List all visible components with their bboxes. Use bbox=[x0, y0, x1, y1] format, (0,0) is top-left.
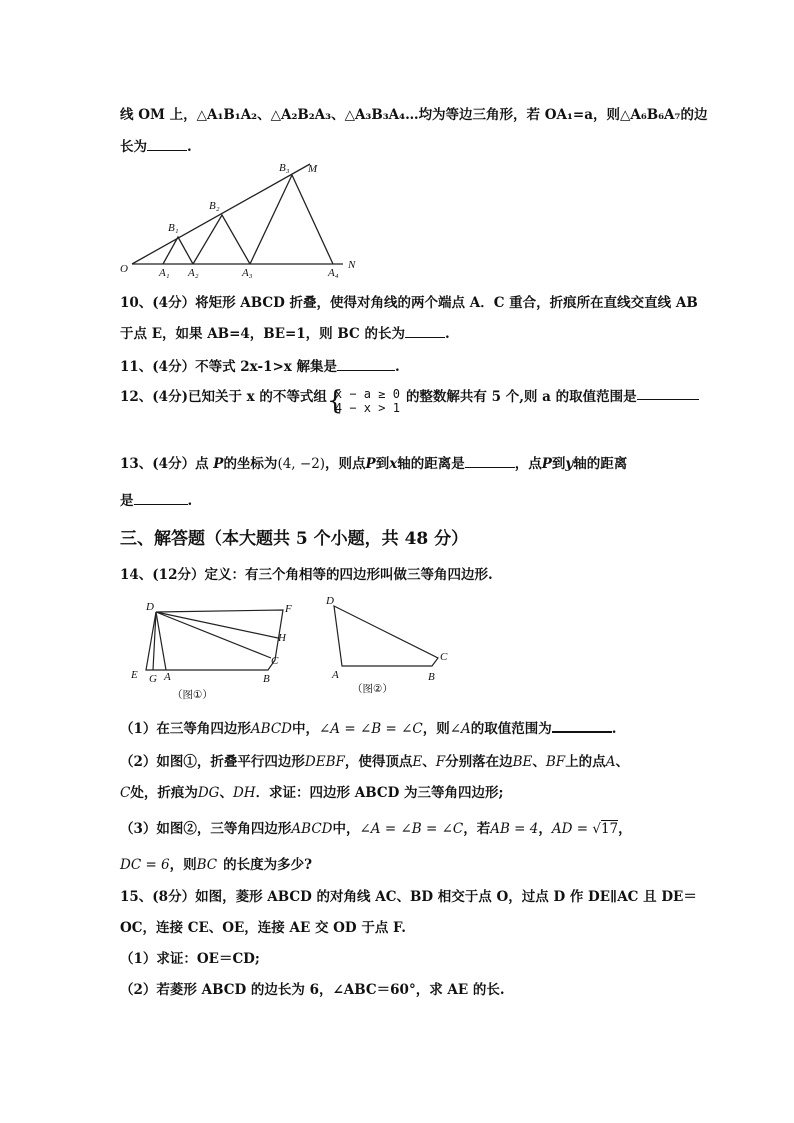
q14-text: （2）如图①，折叠平行四边形 bbox=[120, 754, 305, 770]
label-A3: A₃ bbox=[242, 267, 253, 279]
label-A: A bbox=[164, 671, 171, 683]
q14-period: . bbox=[611, 721, 617, 737]
section-3-title: 三、解答题（本大题共 5 个小题，共 48 分） bbox=[120, 529, 469, 549]
q14-part-3-line-2 bbox=[120, 853, 312, 873]
q14-text: ，则 bbox=[169, 857, 197, 873]
q9-triangle-1: △A₁B₁A₂ bbox=[196, 107, 258, 123]
q13-text: ，点 bbox=[514, 456, 542, 472]
q12-text-post: 的整数解共有 5 个,则 a 的取值范围是 bbox=[405, 389, 637, 405]
q14-part-2-line-1 bbox=[120, 750, 629, 770]
q14-math: DG bbox=[197, 785, 220, 801]
q12-answer-blank[interactable] bbox=[637, 385, 699, 400]
q13-y: y bbox=[565, 456, 574, 472]
label-N: N bbox=[348, 259, 356, 271]
q14-text: ， bbox=[538, 821, 552, 837]
q13-x: x bbox=[389, 456, 398, 472]
q12-inequality-1: x − a ≥ 0 bbox=[334, 387, 400, 401]
q14-math: DEBF bbox=[304, 754, 345, 770]
q9-line-2 bbox=[120, 135, 192, 155]
line-AC-dummy bbox=[166, 658, 271, 670]
q15-line-1: 15、(8分）如图，菱形 ABCD 的对角线 AC、BD 相交于点 O，过点 D 作 DE∥AC 且 DE＝ bbox=[120, 889, 697, 905]
label-A1: A₁ bbox=[159, 267, 170, 279]
q14-text: ，若 bbox=[463, 821, 491, 837]
q14-answer-blank[interactable] bbox=[552, 717, 612, 733]
q9-triangle-2: △A₂B₂A₃ bbox=[270, 107, 332, 123]
q13-text: 轴的距离 bbox=[573, 456, 628, 472]
q9-text-mid: …均为等边三角形，若 OA₁=a，则 bbox=[405, 107, 620, 123]
q15-line-2: OC，连接 CE、OE，连接 AE 交 OD 于点 F. bbox=[120, 920, 406, 936]
q13-answer-blank-1[interactable] bbox=[465, 453, 515, 468]
q14-text: 上的点 bbox=[565, 754, 606, 770]
line-DH bbox=[156, 612, 278, 638]
q13-answer-blank-2[interactable] bbox=[134, 490, 188, 505]
q12-text: 12、(4分)已知关于 x 的不等式组 bbox=[120, 389, 327, 405]
q9-answer-blank[interactable] bbox=[147, 136, 187, 151]
label-B2: B₂ bbox=[209, 200, 220, 212]
q14-text: ， bbox=[618, 821, 632, 837]
q14-part-3-line-1 bbox=[120, 817, 632, 837]
label-M: M bbox=[308, 163, 318, 175]
label-A: A bbox=[332, 669, 339, 681]
label-G: G bbox=[149, 673, 157, 685]
q14-text: （3）如图②，三等角四边形 bbox=[120, 821, 292, 837]
q14-part-1 bbox=[120, 717, 616, 737]
q14-text: 、 bbox=[615, 754, 629, 770]
q13-text: 轴的距离是 bbox=[397, 456, 465, 472]
label-B: B bbox=[428, 671, 435, 683]
q14-text: 的取值范围为 bbox=[470, 721, 552, 737]
q9-period: . bbox=[187, 139, 192, 155]
label-C: C bbox=[440, 651, 448, 663]
triangle-2 bbox=[193, 215, 250, 264]
q13-point: P bbox=[541, 456, 552, 472]
q11-answer-blank[interactable] bbox=[337, 356, 395, 371]
q11-text: 11、(4分）不等式 2x-1>x 解集是 bbox=[120, 359, 338, 375]
q14-text: 、 bbox=[422, 754, 436, 770]
q14-text: 、 bbox=[532, 754, 546, 770]
q11-line bbox=[120, 355, 400, 375]
q13-text: 到 bbox=[551, 456, 566, 472]
q15-part-2: （2）若菱形 ABCD 的边长为 6，∠ABC＝60°，求 AE 的长. bbox=[120, 982, 505, 998]
q10-answer-blank[interactable] bbox=[405, 323, 445, 338]
q14-math: ∠A = ∠B = ∠C bbox=[318, 721, 423, 737]
q10-period: . bbox=[445, 326, 450, 342]
q14-math: ∠A bbox=[449, 721, 471, 737]
q10-text: 于点 E，如果 AB=4，BE=1，则 BC 的长为 bbox=[120, 326, 405, 342]
q14-text: 的长度为多少? bbox=[223, 857, 313, 873]
fig2-caption: （图②） bbox=[352, 683, 393, 695]
q14-math: A bbox=[605, 754, 616, 770]
q13-text: 是 bbox=[120, 493, 134, 509]
q13-line-1 bbox=[120, 452, 627, 472]
q14-math: DC = 6 bbox=[120, 857, 170, 873]
q14-math: ABCD bbox=[250, 721, 292, 737]
q14-math: AB = 4 bbox=[490, 821, 539, 837]
q13-text: 到 bbox=[375, 456, 390, 472]
q14-math: ∠A = ∠B = ∠C bbox=[359, 821, 464, 837]
q9-text: 线 OM 上， bbox=[120, 107, 197, 123]
q14-intro: 14、(12分）定义：有三个角相等的四边形叫做三等角四边形. bbox=[120, 567, 493, 583]
q13-period: . bbox=[187, 493, 193, 509]
line-DA bbox=[156, 612, 166, 670]
q9-triangle-4: △A₆B₆A₇ bbox=[619, 107, 681, 123]
label-H: H bbox=[278, 632, 286, 644]
q9-triangle-3: △A₃B₃A₄ bbox=[344, 107, 406, 123]
q14-math: F bbox=[435, 754, 446, 770]
brace-icon: { bbox=[326, 386, 344, 416]
label-C: C bbox=[271, 655, 279, 667]
label-F: F bbox=[285, 603, 292, 615]
q14-part-2-line-2 bbox=[120, 781, 504, 801]
q14-math: E bbox=[412, 754, 423, 770]
q14-text: 分别落在边 bbox=[445, 754, 513, 770]
label-O: O bbox=[120, 263, 128, 275]
q10-line-2 bbox=[120, 322, 450, 342]
line-DC bbox=[156, 612, 271, 658]
label-B1: B₁ bbox=[168, 222, 179, 234]
q14-sqrt-value: 17 bbox=[600, 821, 619, 837]
q14-text: 处，折痕为 bbox=[130, 785, 198, 801]
q9-sep: 、 bbox=[257, 107, 271, 123]
q14-math: AD = bbox=[551, 821, 593, 837]
q14-text: ，使得顶点 bbox=[344, 754, 413, 770]
q14-figure-1 bbox=[128, 600, 308, 710]
q14-text: 、 bbox=[219, 785, 233, 801]
q14-math: C bbox=[120, 785, 131, 801]
q14-math: DH bbox=[232, 785, 256, 801]
label-A4: A₄ bbox=[328, 267, 339, 279]
triangle-3 bbox=[250, 175, 333, 264]
label-B: B bbox=[263, 673, 270, 685]
label-E: E bbox=[131, 669, 138, 681]
q14-text: （1）在三等角四边形 bbox=[120, 721, 251, 737]
label-A2: A₂ bbox=[188, 267, 199, 279]
q14-math: ABCD bbox=[291, 821, 333, 837]
q9-answer-label: 长为 bbox=[120, 139, 147, 155]
q13-line-2 bbox=[120, 489, 192, 509]
q12-line bbox=[120, 385, 699, 415]
q14-text: 中， bbox=[291, 721, 319, 737]
q9-text-end: 的边 bbox=[680, 107, 708, 123]
q13-point: P bbox=[213, 456, 224, 472]
q9-figure bbox=[115, 158, 375, 283]
q14-text: ．求证：四边形 ABCD 为三等角四边形; bbox=[255, 785, 504, 801]
parallelogram-DEBF bbox=[146, 610, 283, 670]
line-OM bbox=[132, 164, 310, 264]
sqrt-icon: √ bbox=[592, 821, 601, 837]
quadrilateral-ABCD bbox=[334, 606, 438, 666]
q14-math: BF bbox=[545, 754, 566, 770]
q12-system bbox=[327, 387, 400, 415]
q13-text: 的坐标为 bbox=[223, 456, 278, 472]
q9-line-1 bbox=[120, 103, 707, 123]
q9-sep: 、 bbox=[331, 107, 345, 123]
q14-text: 中， bbox=[332, 821, 360, 837]
q15-part-1: （1）求证：OE＝CD; bbox=[120, 951, 260, 967]
q14-figure-2 bbox=[322, 594, 472, 704]
q13-coordinate: (4, −2) bbox=[277, 456, 326, 472]
q11-period: . bbox=[395, 359, 400, 375]
q13-text: ，则点 bbox=[325, 456, 366, 472]
q13-point: P bbox=[365, 456, 376, 472]
label-D: D bbox=[146, 601, 154, 613]
q10-line-1: 10、(4分）将矩形 ABCD 折叠，使得对角线的两个端点 A．C 重合，折痕所在直线交直线 AB bbox=[120, 295, 698, 311]
fig1-caption: （图①） bbox=[172, 689, 213, 701]
triangle-1 bbox=[163, 237, 193, 264]
q12-inequality-2: 4 − x > 1 bbox=[334, 401, 400, 415]
q14-math: BE bbox=[512, 754, 533, 770]
label-D: D bbox=[326, 595, 334, 607]
label-B3: B₃ bbox=[279, 162, 290, 174]
q13-text: 13、(4分）点 bbox=[120, 456, 209, 472]
q14-math: BC bbox=[196, 857, 218, 873]
q14-text: ，则 bbox=[422, 721, 450, 737]
